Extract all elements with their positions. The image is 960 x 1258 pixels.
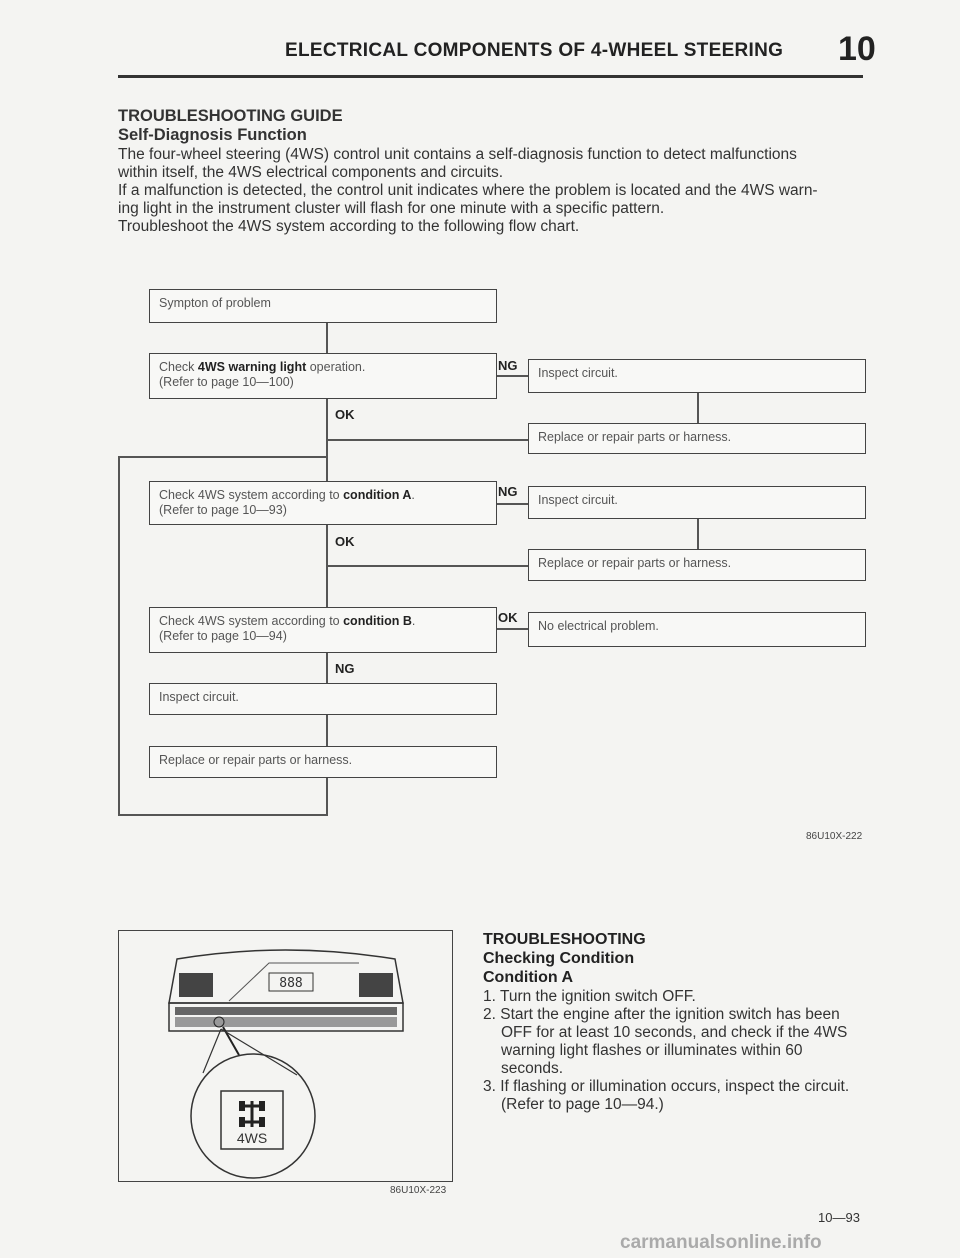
fc-check3-box [149, 607, 497, 653]
fc-replace-box-2 [528, 549, 866, 581]
fc-check1-text-bold: 4WS warning light [197, 360, 307, 374]
instrument-cluster-figure [118, 930, 453, 1182]
cluster-display-digits: 888 [279, 976, 303, 991]
fc-loop-line [118, 456, 327, 458]
fc-check3-ref: (Refer to page 10—94) [159, 629, 287, 643]
fc-inspect-box-3 [149, 683, 497, 715]
fc-check2-box [149, 481, 497, 525]
fc-check2-text-a: Check 4WS system according to [159, 488, 344, 502]
fc-connector [497, 628, 528, 630]
fc-inspect-box-2 [528, 486, 866, 519]
step-3-line-2: (Refer to page 10—94.) [501, 1096, 664, 1113]
fc-connector [497, 503, 528, 505]
section-number: 10 [838, 30, 876, 68]
fc-check1-ref: (Refer to page 10—100) [159, 375, 294, 389]
ts-subheading: Checking Condition [483, 950, 635, 967]
footer-watermark: carmanualsonline.info [620, 1232, 822, 1253]
fc-inspect-text-1: Inspect circuit. [538, 366, 618, 380]
fc-ng-label: NG [498, 358, 518, 373]
4ws-warning-icon [239, 1101, 265, 1127]
intro-line-4: ing light in the instrument cluster will flash for one minute with a specific pattern. [118, 200, 665, 217]
flowchart-caption: 86U10X-222 [806, 831, 863, 842]
step-2-line-2: OFF for at least 10 seconds, and check if the 4WS [501, 1024, 848, 1041]
step-1: 1. Turn the ignition switch OFF. [483, 988, 696, 1005]
header-rule [118, 75, 863, 78]
fc-ok-label: OK [335, 534, 355, 549]
fc-check2-text-b: . [411, 488, 415, 502]
fc-loop-line [118, 814, 328, 816]
fc-connector [697, 519, 699, 549]
fc-symptom-box [149, 289, 497, 323]
intro-line-3: If a malfunction is detected, the control unit indicates where the problem is located and the 4WS warn- [118, 182, 818, 199]
fc-check3-text-bold: condition B [343, 614, 412, 628]
fc-connector [326, 439, 528, 441]
intro-line-2: within itself, the 4WS electrical components and circuits. [118, 164, 504, 181]
page-number: 10—93 [818, 1210, 860, 1225]
fc-check1-box [149, 353, 497, 399]
fc-connector [326, 778, 328, 814]
page-header-title: ELECTRICAL COMPONENTS OF 4-WHEEL STEERING [285, 40, 784, 61]
fc-connector [326, 715, 328, 746]
fc-check1-text-b: operation. [306, 360, 366, 374]
fc-no-problem-text: No electrical problem. [538, 619, 659, 633]
fc-check1-text-a: Check [159, 360, 198, 374]
fc-inspect-box-1 [528, 359, 866, 393]
step-2-line-1: 2. Start the engine after the ignition switch has been [483, 1006, 840, 1023]
fc-connector [326, 323, 328, 353]
fc-replace-text-1: Replace or repair parts or harness. [538, 430, 732, 444]
condition-a-heading: Condition A [483, 969, 574, 986]
fc-ok-label: OK [335, 407, 355, 422]
figure-caption: 86U10X-223 [390, 1185, 447, 1196]
instrument-cluster-illustration [119, 931, 451, 1180]
step-3-line-1: 3. If flashing or illumination occurs, inspect the circuit. [483, 1078, 850, 1095]
4ws-label: 4WS [236, 1130, 268, 1146]
step-2-line-3: warning light flashes or illuminates within 60 [501, 1042, 803, 1059]
fc-check3-text-b: . [411, 614, 416, 628]
fc-inspect-text-3: Inspect circuit. [159, 690, 239, 704]
fc-connector [697, 393, 699, 423]
fc-check2-ref: (Refer to page 10—93) [159, 503, 287, 517]
guide-subheading: Self-Diagnosis Function [118, 126, 307, 144]
fc-ng-label: NG [335, 661, 355, 676]
fc-symptom-text: Sympton of problem [159, 296, 271, 310]
intro-line-5: Troubleshoot the 4WS system according to the following flow chart. [118, 218, 580, 235]
ts-heading: TROUBLESHOOTING [483, 931, 646, 948]
fc-loop-line [118, 456, 120, 815]
fc-connector [497, 375, 528, 377]
fc-replace-text-3: Replace or repair parts or harness. [159, 753, 353, 767]
guide-heading: TROUBLESHOOTING GUIDE [118, 107, 343, 125]
fc-connector [326, 565, 528, 567]
fc-ng-label: NG [498, 484, 518, 499]
step-2-line-4: seconds. [501, 1060, 564, 1077]
intro-line-1: The four-wheel steering (4WS) control unit contains a self-diagnosis function to detect malfunctions [118, 146, 797, 163]
fc-connector [326, 653, 328, 683]
fc-replace-box-1 [528, 423, 866, 454]
fc-no-problem-box [528, 612, 866, 647]
fc-replace-text-2: Replace or repair parts or harness. [538, 556, 732, 570]
fc-check2-text-bold: condition A [343, 488, 412, 502]
fc-ok-label: OK [498, 610, 518, 625]
fc-check3-text-a: Check 4WS system according to [159, 614, 344, 628]
fc-replace-box-3 [149, 746, 497, 778]
fc-inspect-text-2: Inspect circuit. [538, 493, 618, 507]
